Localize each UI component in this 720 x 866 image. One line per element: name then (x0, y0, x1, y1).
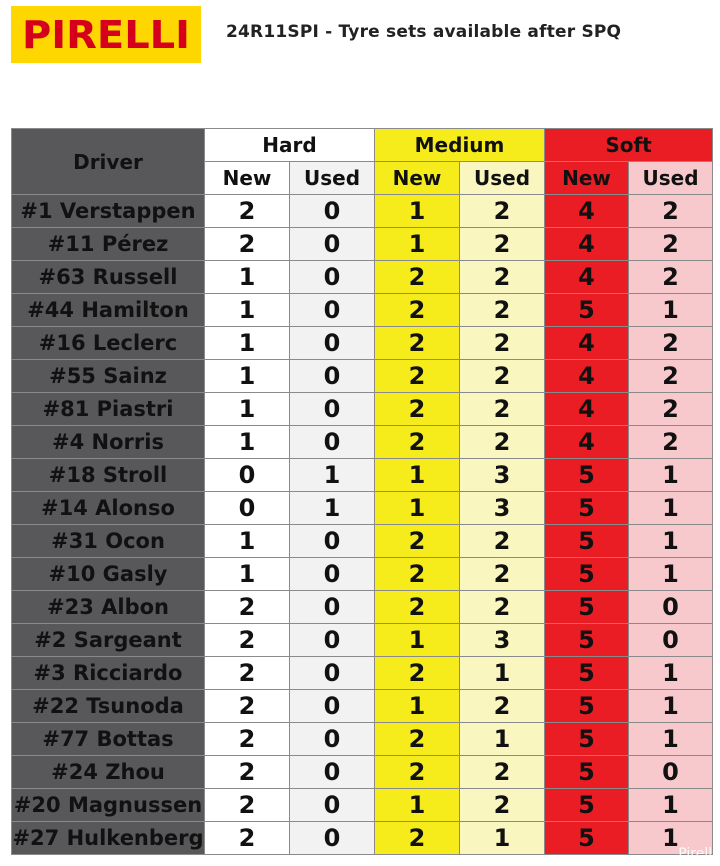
table-row (12, 228, 713, 261)
sets-medium-used: 2 (460, 591, 545, 624)
sets-soft-used: 2 (629, 393, 713, 426)
driver-name: #63 Russell (12, 261, 205, 294)
driver-name: #22 Tsunoda (12, 690, 205, 723)
sets-soft-new: 5 (545, 789, 629, 822)
sets-hard-new: 1 (205, 294, 290, 327)
sub-header-soft-new: New (545, 162, 629, 195)
table-row (12, 426, 713, 459)
page-title: 24R11SPI - Tyre sets available after SPQ (226, 22, 622, 42)
sets-soft-new: 5 (545, 756, 629, 789)
sets-medium-used: 3 (460, 492, 545, 525)
sets-soft-used: 2 (629, 261, 713, 294)
sets-soft-new: 5 (545, 690, 629, 723)
sets-soft-used: 1 (629, 822, 713, 855)
sets-soft-new: 5 (545, 822, 629, 855)
sets-soft-new: 4 (545, 195, 629, 228)
sub-header-medium-new: New (375, 162, 460, 195)
driver-name: #1 Verstappen (12, 195, 205, 228)
sets-medium-used: 2 (460, 690, 545, 723)
sets-medium-new: 2 (375, 558, 460, 591)
sets-medium-new: 2 (375, 723, 460, 756)
table-row (12, 558, 713, 591)
sets-soft-new: 5 (545, 657, 629, 690)
sets-medium-used: 2 (460, 756, 545, 789)
driver-name: #44 Hamilton (12, 294, 205, 327)
sets-medium-used: 2 (460, 327, 545, 360)
sets-medium-used: 2 (460, 789, 545, 822)
driver-name: #81 Piastri (12, 393, 205, 426)
driver-name: #14 Alonso (12, 492, 205, 525)
sets-soft-used: 2 (629, 228, 713, 261)
driver-name: #24 Zhou (12, 756, 205, 789)
tyre-sets-table (11, 128, 713, 855)
sets-medium-new: 2 (375, 393, 460, 426)
sets-hard-used: 0 (290, 723, 375, 756)
sets-soft-used: 1 (629, 690, 713, 723)
sets-hard-used: 1 (290, 492, 375, 525)
sub-header-hard-used: Used (290, 162, 375, 195)
sets-medium-new: 1 (375, 459, 460, 492)
sets-hard-used: 0 (290, 690, 375, 723)
sets-soft-used: 1 (629, 459, 713, 492)
sets-medium-new: 2 (375, 657, 460, 690)
sets-soft-new: 4 (545, 228, 629, 261)
sets-medium-new: 2 (375, 294, 460, 327)
sets-hard-new: 2 (205, 789, 290, 822)
sets-soft-used: 1 (629, 657, 713, 690)
table-body (12, 195, 713, 855)
sets-soft-new: 4 (545, 261, 629, 294)
sets-soft-used: 1 (629, 525, 713, 558)
sets-hard-new: 1 (205, 426, 290, 459)
driver-name: #27 Hulkenberg (12, 822, 205, 855)
sets-hard-new: 2 (205, 228, 290, 261)
sets-hard-new: 1 (205, 261, 290, 294)
table-row (12, 591, 713, 624)
sets-medium-new: 2 (375, 822, 460, 855)
sets-soft-used: 1 (629, 789, 713, 822)
sets-medium-new: 2 (375, 591, 460, 624)
sets-hard-used: 0 (290, 756, 375, 789)
sets-hard-new: 1 (205, 525, 290, 558)
sets-soft-new: 5 (545, 558, 629, 591)
driver-name: #55 Sainz (12, 360, 205, 393)
sets-medium-used: 2 (460, 426, 545, 459)
table-row (12, 327, 713, 360)
sets-medium-used: 1 (460, 723, 545, 756)
sets-medium-used: 2 (460, 360, 545, 393)
sets-medium-new: 2 (375, 426, 460, 459)
sets-hard-used: 0 (290, 822, 375, 855)
sets-hard-used: 0 (290, 360, 375, 393)
table-row (12, 723, 713, 756)
table-row (12, 195, 713, 228)
sets-medium-used: 2 (460, 228, 545, 261)
sets-medium-new: 2 (375, 327, 460, 360)
sets-hard-used: 0 (290, 195, 375, 228)
sets-hard-used: 1 (290, 459, 375, 492)
sets-soft-new: 4 (545, 327, 629, 360)
watermark: Pirelli (678, 846, 716, 862)
sets-soft-used: 2 (629, 195, 713, 228)
driver-name: #31 Ocon (12, 525, 205, 558)
sets-soft-used: 0 (629, 756, 713, 789)
table-row (12, 360, 713, 393)
driver-name: #77 Bottas (12, 723, 205, 756)
sets-hard-used: 0 (290, 591, 375, 624)
sets-soft-used: 1 (629, 294, 713, 327)
sets-hard-new: 1 (205, 360, 290, 393)
sets-hard-new: 2 (205, 822, 290, 855)
sets-hard-new: 2 (205, 756, 290, 789)
sets-soft-new: 5 (545, 624, 629, 657)
sets-soft-used: 2 (629, 360, 713, 393)
table-row (12, 492, 713, 525)
sets-medium-used: 2 (460, 195, 545, 228)
sets-soft-new: 5 (545, 525, 629, 558)
driver-name: #18 Stroll (12, 459, 205, 492)
sets-hard-used: 0 (290, 261, 375, 294)
sets-hard-used: 0 (290, 525, 375, 558)
sets-hard-new: 2 (205, 723, 290, 756)
sets-hard-new: 1 (205, 327, 290, 360)
driver-name: #23 Albon (12, 591, 205, 624)
sets-soft-used: 2 (629, 327, 713, 360)
sets-medium-new: 1 (375, 492, 460, 525)
sets-soft-new: 5 (545, 294, 629, 327)
table-row (12, 624, 713, 657)
sets-hard-used: 0 (290, 789, 375, 822)
sets-soft-new: 4 (545, 360, 629, 393)
table-row (12, 690, 713, 723)
sets-hard-new: 0 (205, 459, 290, 492)
sets-medium-used: 2 (460, 558, 545, 591)
sets-soft-new: 4 (545, 393, 629, 426)
brand-text: PIRELLI (22, 14, 190, 55)
sets-hard-new: 1 (205, 393, 290, 426)
sets-hard-used: 0 (290, 558, 375, 591)
sets-medium-new: 2 (375, 525, 460, 558)
sets-medium-used: 1 (460, 657, 545, 690)
sub-header-medium-used: Used (460, 162, 545, 195)
table-row (12, 789, 713, 822)
driver-name: #2 Sargeant (12, 624, 205, 657)
sets-medium-new: 2 (375, 261, 460, 294)
sets-hard-new: 2 (205, 591, 290, 624)
sets-medium-new: 2 (375, 360, 460, 393)
driver-name: #10 Gasly (12, 558, 205, 591)
sets-hard-new: 2 (205, 195, 290, 228)
sets-soft-used: 0 (629, 591, 713, 624)
sets-soft-new: 5 (545, 591, 629, 624)
sets-soft-used: 1 (629, 723, 713, 756)
sets-soft-used: 1 (629, 492, 713, 525)
sets-hard-new: 2 (205, 657, 290, 690)
sets-medium-used: 3 (460, 459, 545, 492)
sets-soft-new: 5 (545, 492, 629, 525)
sets-hard-new: 0 (205, 492, 290, 525)
sets-hard-used: 0 (290, 426, 375, 459)
sets-soft-used: 0 (629, 624, 713, 657)
table-row (12, 525, 713, 558)
sets-soft-new: 4 (545, 426, 629, 459)
sets-hard-used: 0 (290, 624, 375, 657)
sets-hard-used: 0 (290, 393, 375, 426)
driver-name: #16 Leclerc (12, 327, 205, 360)
pirelli-logo-icon (20, 15, 192, 55)
sets-medium-new: 1 (375, 228, 460, 261)
sets-soft-new: 5 (545, 723, 629, 756)
sets-hard-new: 2 (205, 624, 290, 657)
sets-hard-new: 1 (205, 558, 290, 591)
table-row (12, 657, 713, 690)
driver-name: #11 Pérez (12, 228, 205, 261)
sets-soft-used: 2 (629, 426, 713, 459)
table-row (12, 459, 713, 492)
sets-medium-new: 1 (375, 624, 460, 657)
table-row (12, 822, 713, 855)
table-row (12, 294, 713, 327)
pirelli-logo (11, 6, 201, 63)
sets-medium-used: 1 (460, 822, 545, 855)
sets-medium-new: 1 (375, 195, 460, 228)
sets-soft-new: 5 (545, 459, 629, 492)
sets-medium-new: 2 (375, 756, 460, 789)
driver-name: #3 Ricciardo (12, 657, 205, 690)
compound-header-soft: Soft (545, 129, 713, 162)
sub-header-hard-new: New (205, 162, 290, 195)
compound-header-hard: Hard (205, 129, 375, 162)
sets-hard-used: 0 (290, 657, 375, 690)
compound-header-medium: Medium (375, 129, 545, 162)
table-row (12, 261, 713, 294)
sets-soft-used: 1 (629, 558, 713, 591)
table-row (12, 393, 713, 426)
driver-name: #20 Magnussen (12, 789, 205, 822)
sets-medium-new: 1 (375, 789, 460, 822)
sets-medium-used: 3 (460, 624, 545, 657)
sets-medium-used: 2 (460, 393, 545, 426)
driver-column-header: Driver (12, 129, 205, 195)
table-row (12, 756, 713, 789)
driver-name: #4 Norris (12, 426, 205, 459)
sets-hard-used: 0 (290, 294, 375, 327)
sets-medium-used: 2 (460, 261, 545, 294)
sets-hard-used: 0 (290, 327, 375, 360)
sets-medium-new: 1 (375, 690, 460, 723)
sets-hard-new: 2 (205, 690, 290, 723)
sets-medium-used: 2 (460, 525, 545, 558)
sub-header-soft-used: Used (629, 162, 713, 195)
sets-hard-used: 0 (290, 228, 375, 261)
sets-medium-used: 2 (460, 294, 545, 327)
